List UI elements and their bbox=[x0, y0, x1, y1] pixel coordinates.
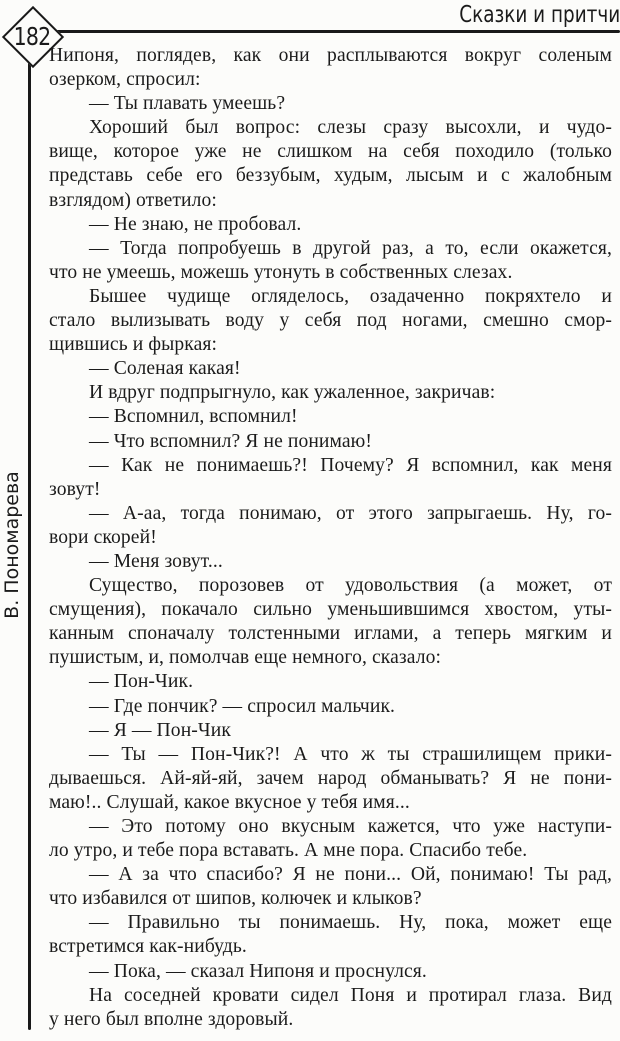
text-line: зовут! bbox=[49, 478, 101, 500]
text-line: — Что вспомнил? Я не понимаю! bbox=[89, 430, 373, 452]
text-line: щившись и фыркая: bbox=[49, 334, 218, 356]
left-margin-rule bbox=[28, 58, 31, 1030]
text-line: — Пока, — сказал Нипоня и проснулся. bbox=[89, 960, 427, 982]
text-line: маю!.. Слушай, какое вкусное у тебя имя... bbox=[49, 791, 410, 813]
text-line: пушистым, и, помолчав еще немного, сказало: bbox=[49, 647, 442, 669]
text-line: И вдруг подпрыгнуло, как ужаленное, закричав: bbox=[89, 382, 496, 404]
text-line: — А-аа, тогда понимаю, от этого запрыгаешь. Ну, го- bbox=[89, 502, 612, 524]
text-line: дываешься. Ай-яй-яй, зачем народ обманывать? Я не пони- bbox=[49, 767, 612, 789]
text-line: На соседней кровати сидел Поня и протирал глаза. Вид bbox=[89, 984, 612, 1006]
text-line: — Ты плавать умеешь? bbox=[89, 93, 286, 115]
text-line: — Пон-Чик. bbox=[89, 671, 194, 693]
text-line: — Я — Пон-Чик bbox=[89, 719, 231, 741]
text-line: — Правильно ты понимаешь. Ну, пока, может еще bbox=[89, 912, 612, 934]
text-line: Бышее чудище огляделось, озадаченно покряхтело и bbox=[89, 285, 612, 307]
text-line: — Соленая какая! bbox=[89, 358, 241, 380]
header-rule bbox=[56, 30, 620, 33]
text-line: — Меня зовут... bbox=[89, 550, 223, 572]
text-line: озерком, спросил: bbox=[49, 69, 201, 91]
text-line: Существо, порозовев от удовольствия (а может, от bbox=[89, 575, 612, 597]
text-line: — Где пончик? — спросил мальчик. bbox=[89, 695, 396, 717]
page-body-text bbox=[49, 44, 612, 1032]
text-line: ло утро, и тебе пора вставать. А мне пора. Спасибо тебе. bbox=[49, 840, 528, 862]
author-name-vertical: В. Пономарева bbox=[1, 471, 23, 619]
text-line: что избавился от шипов, колючек и клыков? bbox=[49, 888, 422, 910]
text-line: Хороший был вопрос: слезы сразу высохли, и чудо- bbox=[89, 117, 612, 139]
text-line: стало вылизывать воду у себя под ногами, смешно смор- bbox=[49, 310, 612, 332]
text-line: что не умеешь, можешь утонуть в собственных слезах. bbox=[49, 261, 513, 283]
text-line: Нипоня, поглядев, как они расплываются вокруг соленым bbox=[49, 45, 612, 66]
text-line: — Тогда попробуешь в другой раз, а то, если окажется, bbox=[89, 237, 612, 259]
text-line: канным споначалу толстенными иглами, а теперь мягким и bbox=[49, 623, 612, 645]
page-number: 182 bbox=[13, 21, 51, 51]
text-line: — Не знаю, не пробовал. bbox=[89, 213, 302, 235]
text-line: — Это потому оно вкусным кажется, что уже наступи- bbox=[89, 816, 612, 837]
text-line: взглядом) ответило: bbox=[49, 189, 217, 211]
text-line: у него был вполне здоровый. bbox=[49, 1008, 294, 1030]
text-line: — Как не понимаешь?! Почему? Я вспомнил, как меня bbox=[89, 454, 612, 476]
text-line: смущения), покачало сильно уменьшившимся хвостом, уты- bbox=[49, 599, 612, 621]
text-line: — Ты — Пон-Чик?! А что ж ты страшилищем прики- bbox=[89, 743, 612, 765]
text-line: — А за что спасибо? Я не пони... Ой, понимаю! Ты рад, bbox=[89, 864, 612, 886]
running-header-title: Сказки и притчи bbox=[459, 2, 620, 28]
text-line: — Вспомнил, вспомнил! bbox=[89, 406, 298, 428]
text-line: вище, которое уже не слишком на себя походило (только bbox=[49, 141, 612, 163]
text-line: вори скорей! bbox=[49, 526, 157, 548]
text-line: встретимся как-нибудь. bbox=[49, 936, 247, 958]
text-line: представь себе его беззубым, худым, лысым и с жалобным bbox=[49, 165, 612, 187]
